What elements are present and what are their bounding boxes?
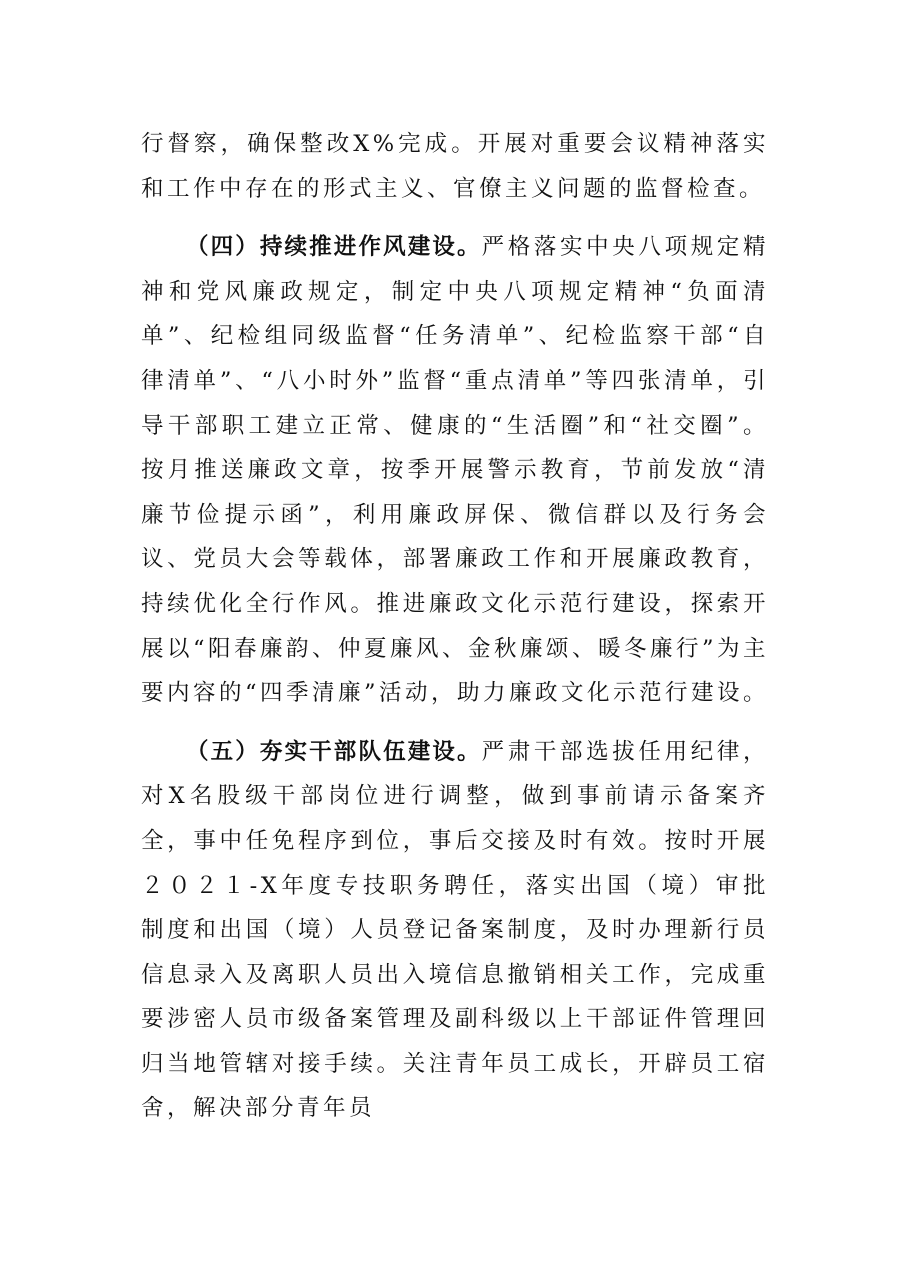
section-heading: （五）夯实干部队伍建设。 [186, 738, 482, 765]
paragraph-section-5 [141, 730, 769, 1131]
section-heading: （四）持续推进作风建设。 [186, 234, 482, 261]
paragraph-section-4 [141, 225, 769, 716]
paragraph-text: 严格落实中央八项规定精神和党风廉政规定，制定中央八项规定精神“负面清单”、纪检组同级监督“任务清单”、纪检监察干部“自律清单”、“八小时外”监督“重点清单”等四张清单，引导干部职工建立正常、健康的“生活圈”和“社交圈”。按月推送廉政文章，按季开展警示教育，节前发放“清廉节俭提示函”，利用廉政屏保、微信群以及行务会议、党员大会等载体，部署廉政工作和开展廉政教育，持续优化全行作风。推进廉政文化示范行建设，探索开展以“阳春廉韵、仲夏廉风、金秋廉颂、暖冬廉行”为主要内容的“四季清廉”活动，助力廉政文化示范行建设。 [141, 234, 770, 707]
paragraph-spacer [141, 716, 769, 730]
document-body [141, 122, 769, 1131]
paragraph-text: 行督察，确保整改X%完成。开展对重要会议精神落实和工作中存在的形式主义、官僚主义问题的监督检查。 [141, 131, 769, 202]
paragraph-spacer [141, 211, 769, 225]
paragraph-text: 严肃干部选拔任用纪律，对X名股级干部岗位进行调整，做到事前请示备案齐全，事中任免程序到位，事后交接及时有效。按时开展２０２１-X年度专技职务聘任，落实出国（境）审批制度和出国（境）人员登记备案制度，及时办理新行员信息录入及离职人员出入境信息撤销相关工作，完成重要涉密人员市级备案管理及副科级以上干部证件管理回归当地管辖对接手续。关注青年员工成长，开辟员工宿舍，解决部分青年员 [141, 738, 769, 1122]
paragraph-continuation [141, 122, 769, 211]
